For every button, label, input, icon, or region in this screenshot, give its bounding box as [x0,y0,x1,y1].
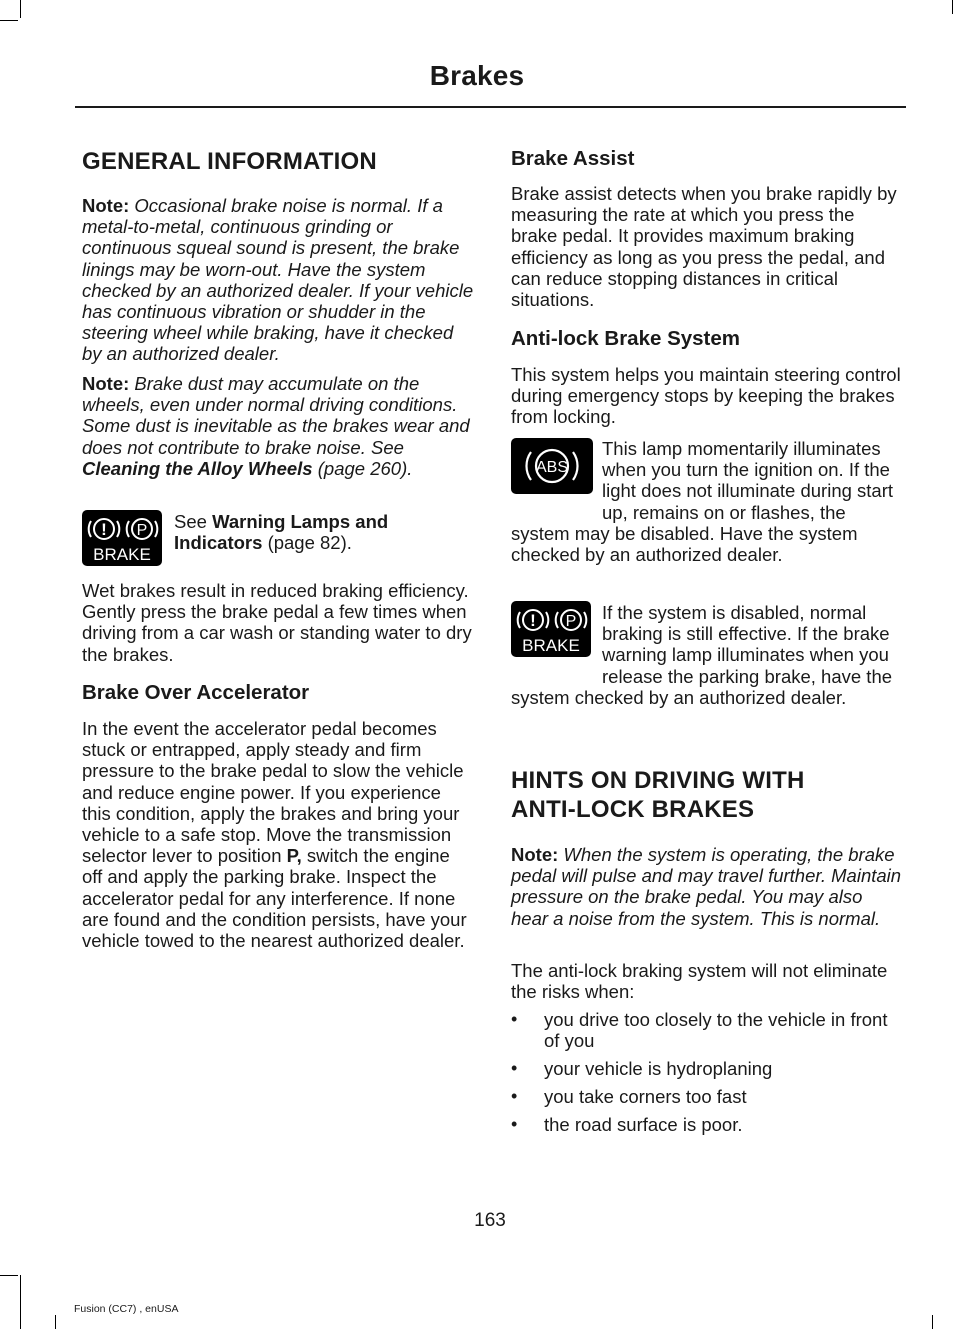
note-system-operating [511,844,903,929]
footer-text: Fusion (CC7) , enUSA [74,1303,179,1315]
bullet: • [511,1114,518,1134]
header-rule [75,106,906,108]
brake-warning-icon [82,510,162,566]
anti-lock-brake-system-heading: Anti-lock Brake System [511,327,741,350]
float-spacer [511,602,602,666]
bullet: • [511,1086,518,1106]
exclamation-glyph: ! [101,520,107,539]
abs-lamp-text: This lamp momentarily illuminates when you turn the ignition on. If the light does not illuminate during start up, remains on or flashes, the system may be disabled. Have the system checked by an authorized dealer. [511,438,894,566]
p-glyph: P [565,613,577,630]
note-text: Occasional brake noise is normal. If a metal-to-metal, continuous grinding or continuous squeal sound is present, the brake linings may be worn-out. Have the system checked by an authorized dealer. If your vehicle has continuous vibration or shudder in the steering wheel while braking, have it checked by an authorized dealer. [82,195,474,365]
boa-text: switch the engine off and apply the parking brake. Inspect the accelerator pedal for any interference. If none are found and the condition persists, have your vehicle towed to the nearest authorized dealer. [82,845,467,952]
see-warning-lamps [174,511,472,553]
hints-heading-line: HINTS ON DRIVING WITH [511,767,805,794]
wet-brakes-paragraph: Wet brakes result in reduced braking efficiency. Gently press the brake pedal a few times when driving from a car wash or standing water to dry the brakes. [82,580,472,665]
p-glyph: P [136,522,148,539]
risks-intro: The anti-lock braking system will not eliminate the risks when: [511,960,888,1003]
page-reference: (page 260). [317,457,413,479]
brake-lamp-paragraph [511,602,903,708]
list-item [511,1009,903,1058]
warning-lamps-link[interactable]: Warning Lamps and Indicators [174,511,389,554]
crop-mark [952,0,953,14]
list-item-text: the road surface is poor. [544,1114,743,1135]
brake-assist-paragraph: Brake assist detects when you brake rapidly by measuring the rate at which you press the brake pedal. It provides maximum braking efficiency as long as you press the pedal, and can reduce stopping distances in critical situations. [511,183,897,311]
hints-heading-line: ANTI-LOCK BRAKES [511,795,755,823]
note-brake-noise [82,195,474,365]
exclamation-glyph: ! [530,611,536,630]
boa-text: In the event the accelerator pedal becomes stuck or entrapped, apply steady and firm pressure to the brake pedal to slow the vehicle and reduce engine power. If you experience this condition, apply the brakes and bring your vehicle to a safe stop. Move the transmission selector lever to position [82,718,464,867]
brake-over-accelerator-heading: Brake Over Accelerator [82,681,310,704]
brake-label: BRAKE [93,545,151,564]
crop-mark [0,20,18,21]
general-information-heading: GENERAL INFORMATION [82,148,377,175]
list-item-text: your vehicle is hydroplaning [544,1058,773,1079]
note-label: Note: [511,844,559,865]
brake-over-accelerator-paragraph [82,718,474,951]
hints-heading [511,767,805,824]
crop-mark [932,1315,933,1329]
note-label: Note: [82,195,130,216]
list-item [511,1086,903,1114]
list-item [511,1058,903,1086]
brake-lamp-text: If the system is disabled, normal braking is still effective. If the brake warning lamp illuminates when you release the parking brake, have the system checked by an authorized dealer. [511,602,893,708]
bullet: • [511,1058,518,1078]
list-item-text: you drive too closely to the vehicle in front of you [544,1009,888,1052]
crop-mark [20,1275,21,1329]
cleaning-alloy-wheels-link[interactable]: Cleaning the Alloy Wheels [82,457,313,479]
abs-label: ABS [535,459,569,476]
position-p: P, [286,845,302,867]
page-title: Brakes [429,60,525,91]
crop-mark [20,0,21,18]
crop-mark [55,1315,56,1329]
list-item-text: you take corners too fast [544,1086,747,1107]
note-label: Note: [82,373,130,394]
note-brake-dust [82,373,472,479]
abs-paragraph: This system helps you maintain steering control during emergency stops by keeping the brakes from locking. [511,364,901,428]
crop-mark [0,1275,18,1276]
page-number: 163 [474,1210,506,1231]
brake-assist-heading: Brake Assist [511,147,635,170]
risks-list [511,1009,903,1142]
see-prefix: See [174,511,207,532]
note-text: When the system is operating, the brake pedal will pulse and may travel further. Maintain pressure on the brake pedal. You may also hear a noise from the system. This is normal. [511,844,902,929]
list-item [511,1114,903,1142]
page-reference: (page 82). [267,532,352,554]
abs-lamp-paragraph [511,438,903,565]
bullet: • [511,1009,518,1029]
brake-label: BRAKE [522,636,580,655]
float-spacer [511,438,602,502]
note-text: Brake dust may accumulate on the wheels, even under normal driving conditions. Some dust is inevitable as the brakes wear and does not contribute to brake noise. See [82,373,470,458]
